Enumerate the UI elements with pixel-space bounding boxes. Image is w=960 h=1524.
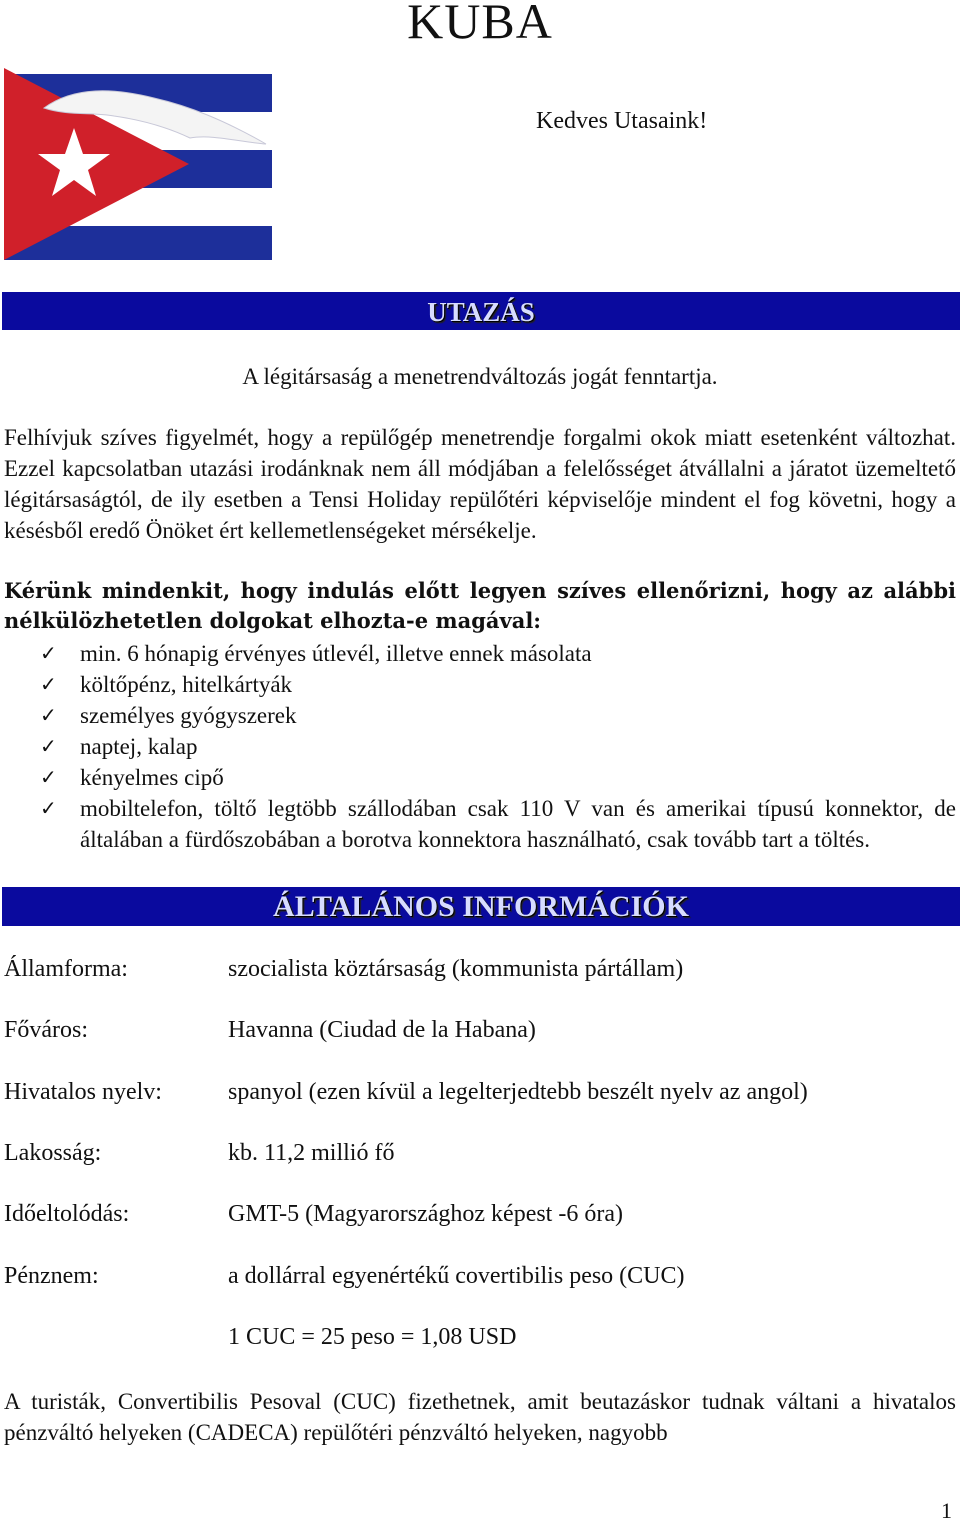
checkmark-icon: ✓	[40, 641, 57, 665]
info-row	[4, 1079, 956, 1111]
schedule-paragraph: Felhívjuk szíves figyelmét, hogy a repülőgép menetrendje forgalmi okok miatt esetenként változhat. Ezzel kapcsolatban utazási irodánknak nem áll módjában a felelősséget átvállalni a járatot üzemeltető légitársaságtól, de ily esetben a Tensi Holiday repülőtéri képviselője mindent el fog követni, hogy a késésből eredő Önöket ért kellemetlenségeket mérsékelje.	[4, 425, 956, 543]
info-row	[4, 1263, 956, 1295]
list-item: ✓ személyes gyógyszerek	[40, 700, 956, 731]
info-label: Lakosság:	[4, 1140, 102, 1166]
checkmark-icon: ✓	[40, 734, 57, 758]
list-item: ✓ költőpénz, hitelkártyák	[40, 669, 956, 700]
checklist-request: Kérünk mindenkit, hogy indulás előtt legyen szíves ellenőrizni, hogy az alábbi nélkülözhetetlen dolgokat elhozta-e magával:	[4, 578, 956, 633]
exchange-rate-row	[4, 1324, 956, 1356]
info-row	[4, 1201, 956, 1233]
list-item: ✓ min. 6 hónapig érvényes útlevél, illetve ennek másolata	[40, 638, 956, 669]
info-value: GMT-5 (Magyarországhoz képest -6 óra)	[228, 1201, 623, 1227]
section-heading-altalanos-informaciok: ÁLTALÁNOS INFORMÁCIÓK	[2, 887, 960, 926]
info-label: Hivatalos nyelv:	[4, 1079, 162, 1105]
notice-text: A légitársaság a menetrendváltozás jogát fenntartja.	[242, 364, 718, 389]
cuba-flag-map-image	[4, 68, 272, 260]
section-heading-utazas: UTAZÁS	[2, 292, 960, 330]
info-value: spanyol (ezen kívül a legelterjedtebb beszélt nyelv az angol)	[228, 1079, 808, 1105]
page-title: KUBA	[407, 0, 553, 49]
checkmark-icon: ✓	[40, 672, 57, 696]
info-label: Pénznem:	[4, 1263, 99, 1289]
list-item: ✓ kényelmes cipő	[40, 762, 956, 793]
checkmark-icon: ✓	[40, 796, 57, 820]
info-row	[4, 1017, 956, 1049]
checklist	[40, 638, 956, 855]
info-value: kb. 11,2 millió fő	[228, 1140, 395, 1166]
info-label: Államforma:	[4, 956, 128, 982]
info-value: Havanna (Ciudad de la Habana)	[228, 1017, 536, 1043]
list-item: ✓ mobiltelefon, töltő legtöbb szállodában csak 110 V van és amerikai típusú konnektor, de általában a fürdőszobában a borotva konnektora használható, csak tovább tart a töltés.	[40, 793, 956, 855]
greeting: Kedves Utasaink!	[536, 108, 708, 134]
info-value: a dollárral egyenértékű covertibilis peso (CUC)	[228, 1263, 685, 1289]
info-row	[4, 1140, 956, 1172]
info-row	[4, 956, 956, 988]
list-item: ✓ naptej, kalap	[40, 731, 956, 762]
checkmark-icon: ✓	[40, 703, 57, 727]
info-value: szocialista köztársaság (kommunista pártállam)	[228, 956, 684, 982]
checkmark-icon: ✓	[40, 765, 57, 789]
info-label: Időeltolódás:	[4, 1201, 130, 1227]
currency-paragraph: A turisták, Convertibilis Pesoval (CUC) fizethetnek, amit beutazáskor tudnak váltani a hivatalos pénzváltó helyeken (CADECA) repülőtéri pénzváltó helyeken, nagyobb	[4, 1389, 956, 1445]
page-number: 1	[941, 1498, 952, 1523]
info-label: Főváros:	[4, 1017, 88, 1043]
exchange-rate: 1 CUC = 25 peso = 1,08 USD	[228, 1324, 517, 1350]
